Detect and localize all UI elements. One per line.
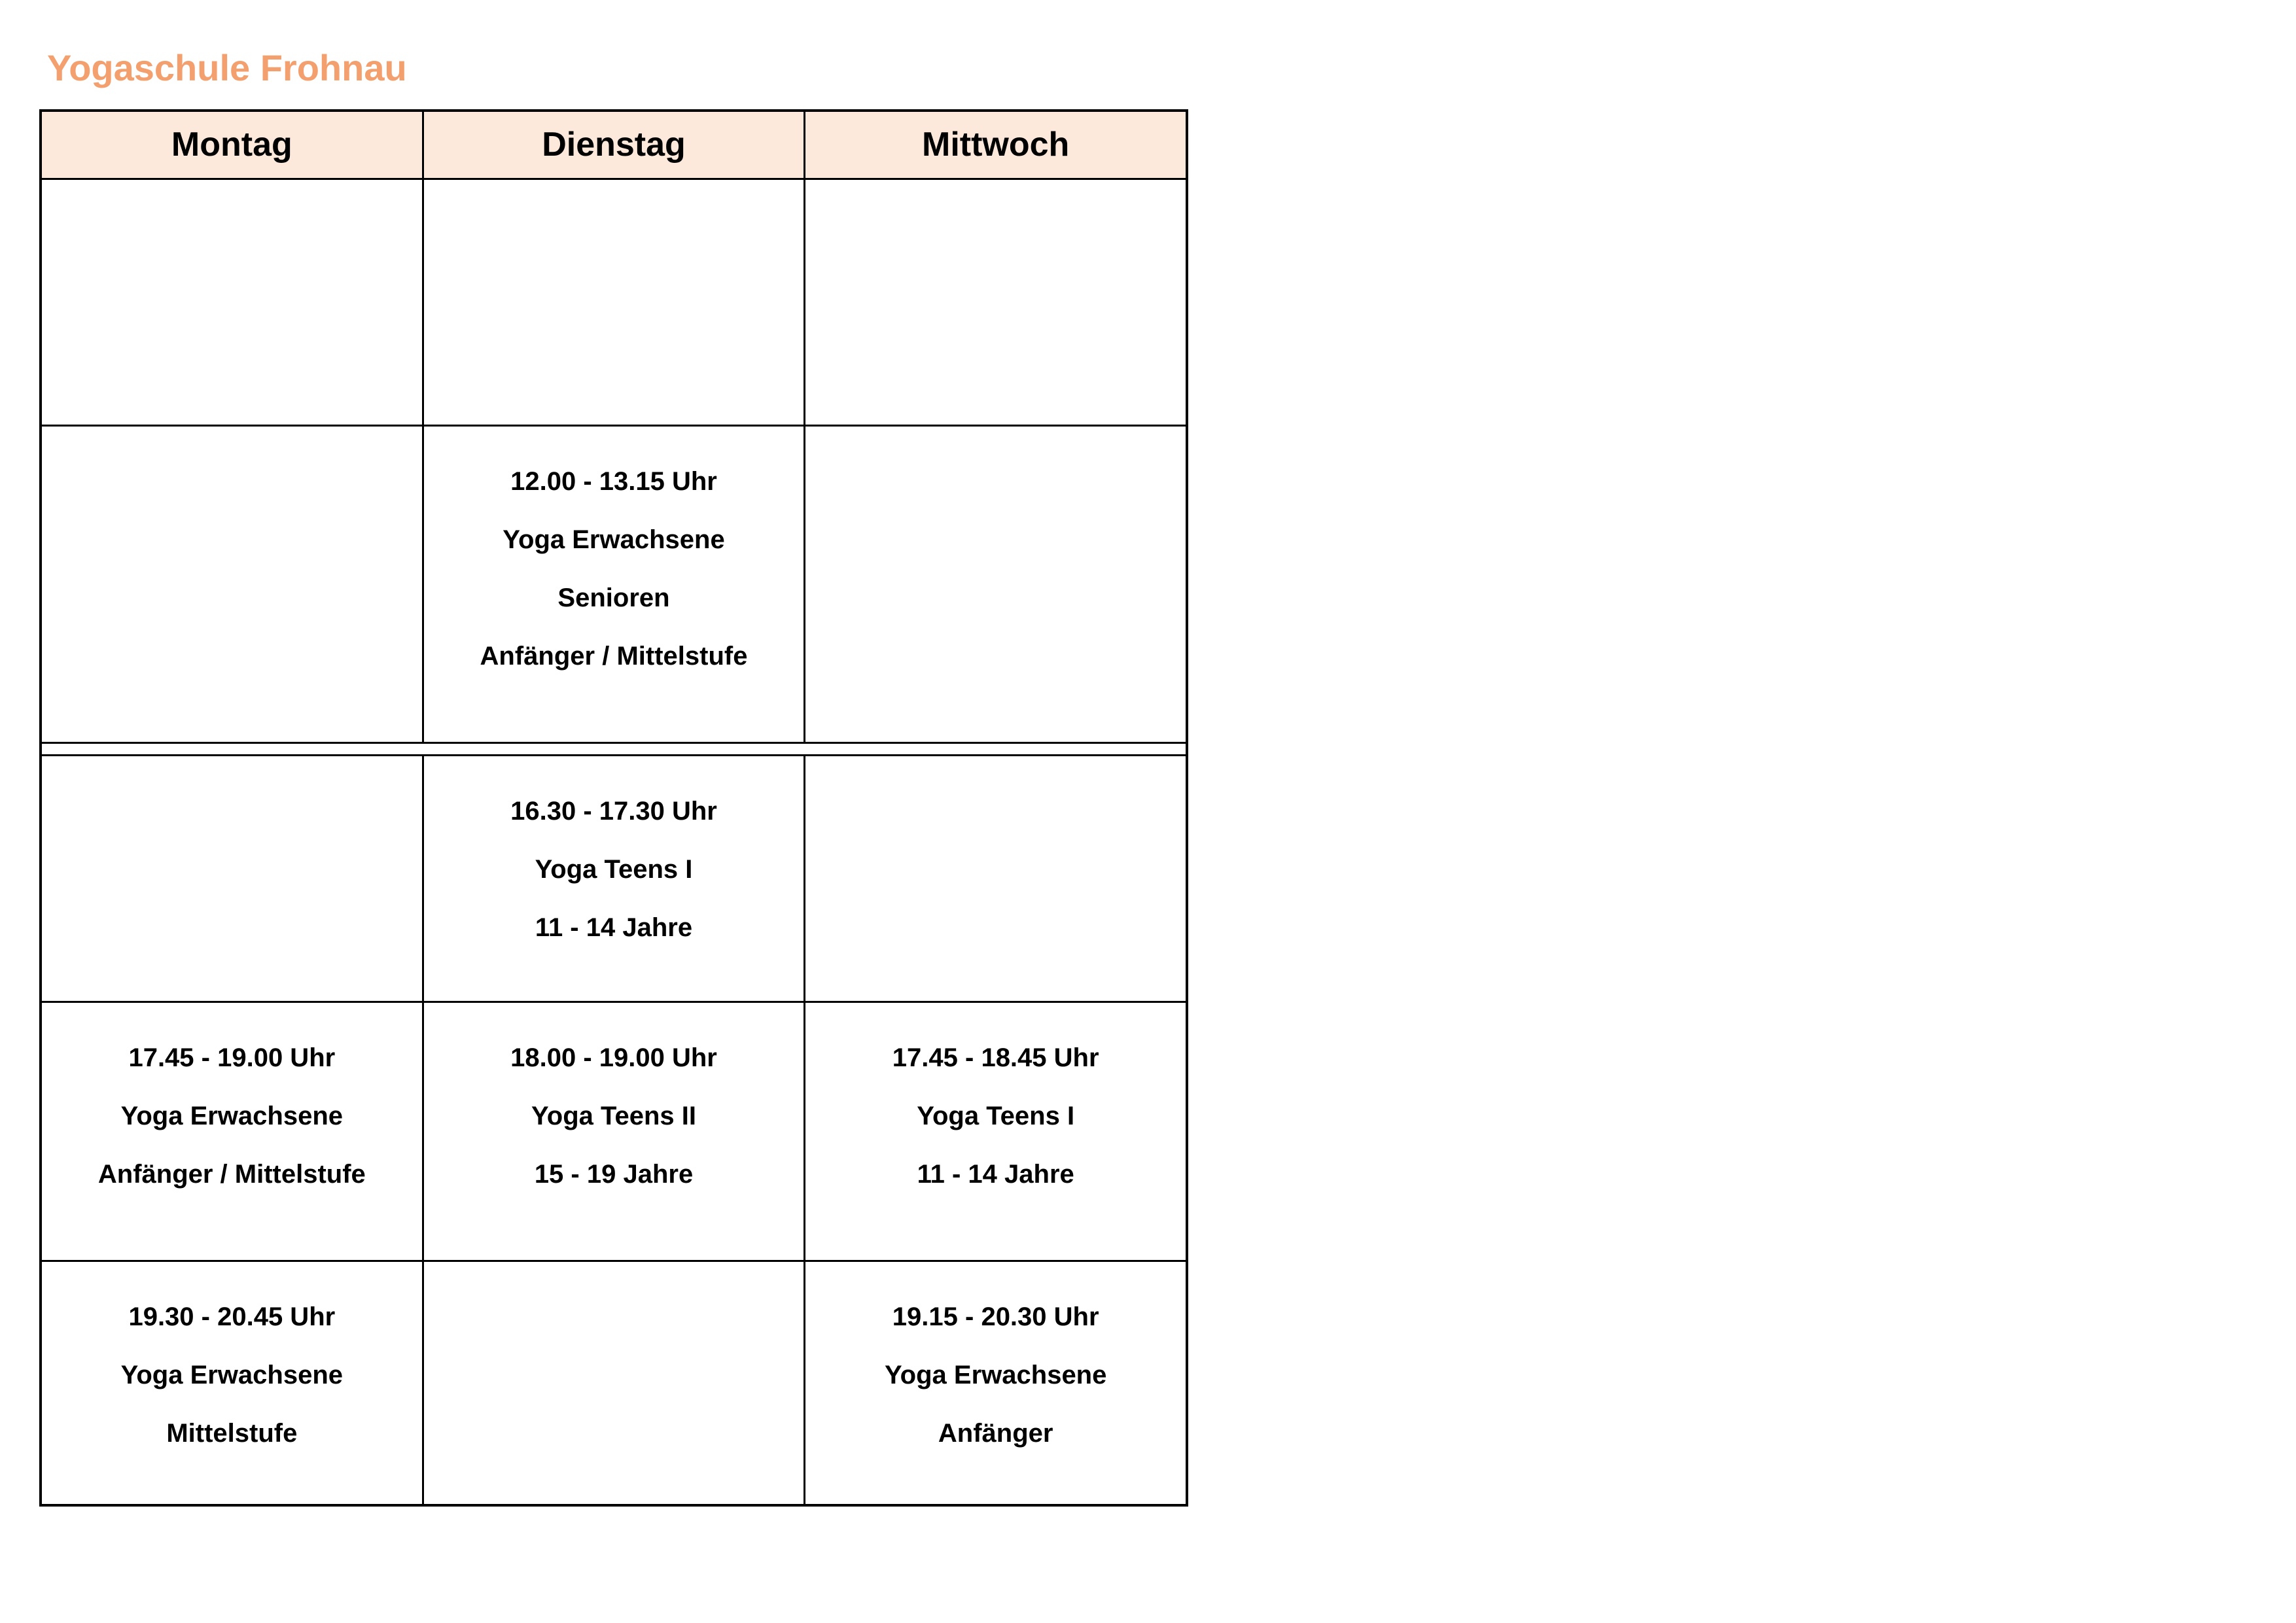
class-age-group: 15 - 19 Jahre: [534, 1160, 694, 1189]
day-header-dienstag: Dienstag: [424, 112, 806, 178]
class-level: Anfänger: [938, 1419, 1053, 1448]
class-name: Yoga Erwachsene: [120, 1361, 344, 1389]
class-time: 18.00 - 19.00 Uhr: [510, 1043, 717, 1072]
schedule-cell-dienstag: [424, 427, 806, 742]
class-name: Yoga Erwachsene: [120, 1102, 344, 1130]
schedule-row: [42, 1262, 1186, 1507]
schedule-cell-montag: [42, 427, 424, 742]
class-level: Anfänger / Mittelstufe: [97, 1160, 366, 1189]
schedule-row: [42, 1003, 1186, 1260]
class-name: Yoga Erwachsene: [884, 1361, 1107, 1389]
class-time: 17.45 - 19.00 Uhr: [128, 1043, 336, 1072]
schedule-cell-montag: [42, 756, 424, 1001]
schedule-cell-mittwoch: [805, 427, 1186, 742]
class-time: 17.45 - 18.45 Uhr: [892, 1043, 1099, 1072]
schedule-row: [42, 427, 1186, 742]
page-title: Yogaschule Frohnau: [47, 47, 407, 88]
table-header-row: [42, 112, 1186, 178]
class-level: Anfänger / Mittelstufe: [480, 642, 748, 671]
class-time: 19.30 - 20.45 Uhr: [128, 1302, 336, 1331]
class-age-group: 11 - 14 Jahre: [917, 1160, 1074, 1189]
class-name: Yoga Erwachsene: [503, 525, 725, 554]
class-name: Yoga Teens I: [917, 1102, 1075, 1130]
class-time: 19.15 - 20.30 Uhr: [892, 1302, 1099, 1331]
class-time: 16.30 - 17.30 Uhr: [510, 797, 717, 826]
schedule-cell-dienstag: [424, 1003, 806, 1260]
class-time: 12.00 - 13.15 Uhr: [510, 467, 717, 496]
schedule-row: [42, 756, 1186, 1001]
schedule-table: [39, 109, 1188, 1507]
class-name: Yoga Teens I: [535, 855, 693, 884]
schedule-cell-montag: [42, 180, 424, 425]
schedule-cell-montag: [42, 1262, 424, 1507]
row-divider: [42, 742, 1186, 744]
day-header-mittwoch: Mittwoch: [922, 126, 1070, 164]
class-name: Yoga Teens II: [531, 1102, 696, 1130]
class-level: Mittelstufe: [166, 1419, 298, 1448]
schedule-cell-montag: [42, 1003, 424, 1260]
class-group: Senioren: [557, 584, 670, 612]
schedule-cell-dienstag: [424, 756, 806, 1001]
schedule-cell-mittwoch: [805, 1262, 1186, 1507]
class-age-group: 11 - 14 Jahre: [535, 913, 693, 942]
schedule-cell-mittwoch: [805, 756, 1186, 1001]
schedule-cell-mittwoch: [805, 180, 1186, 425]
day-header-montag: Montag: [42, 112, 424, 178]
schedule-cell-dienstag: [424, 180, 806, 425]
schedule-cell-dienstag: [424, 1262, 806, 1507]
schedule-row: [42, 180, 1186, 425]
schedule-cell-mittwoch: [805, 1003, 1186, 1260]
